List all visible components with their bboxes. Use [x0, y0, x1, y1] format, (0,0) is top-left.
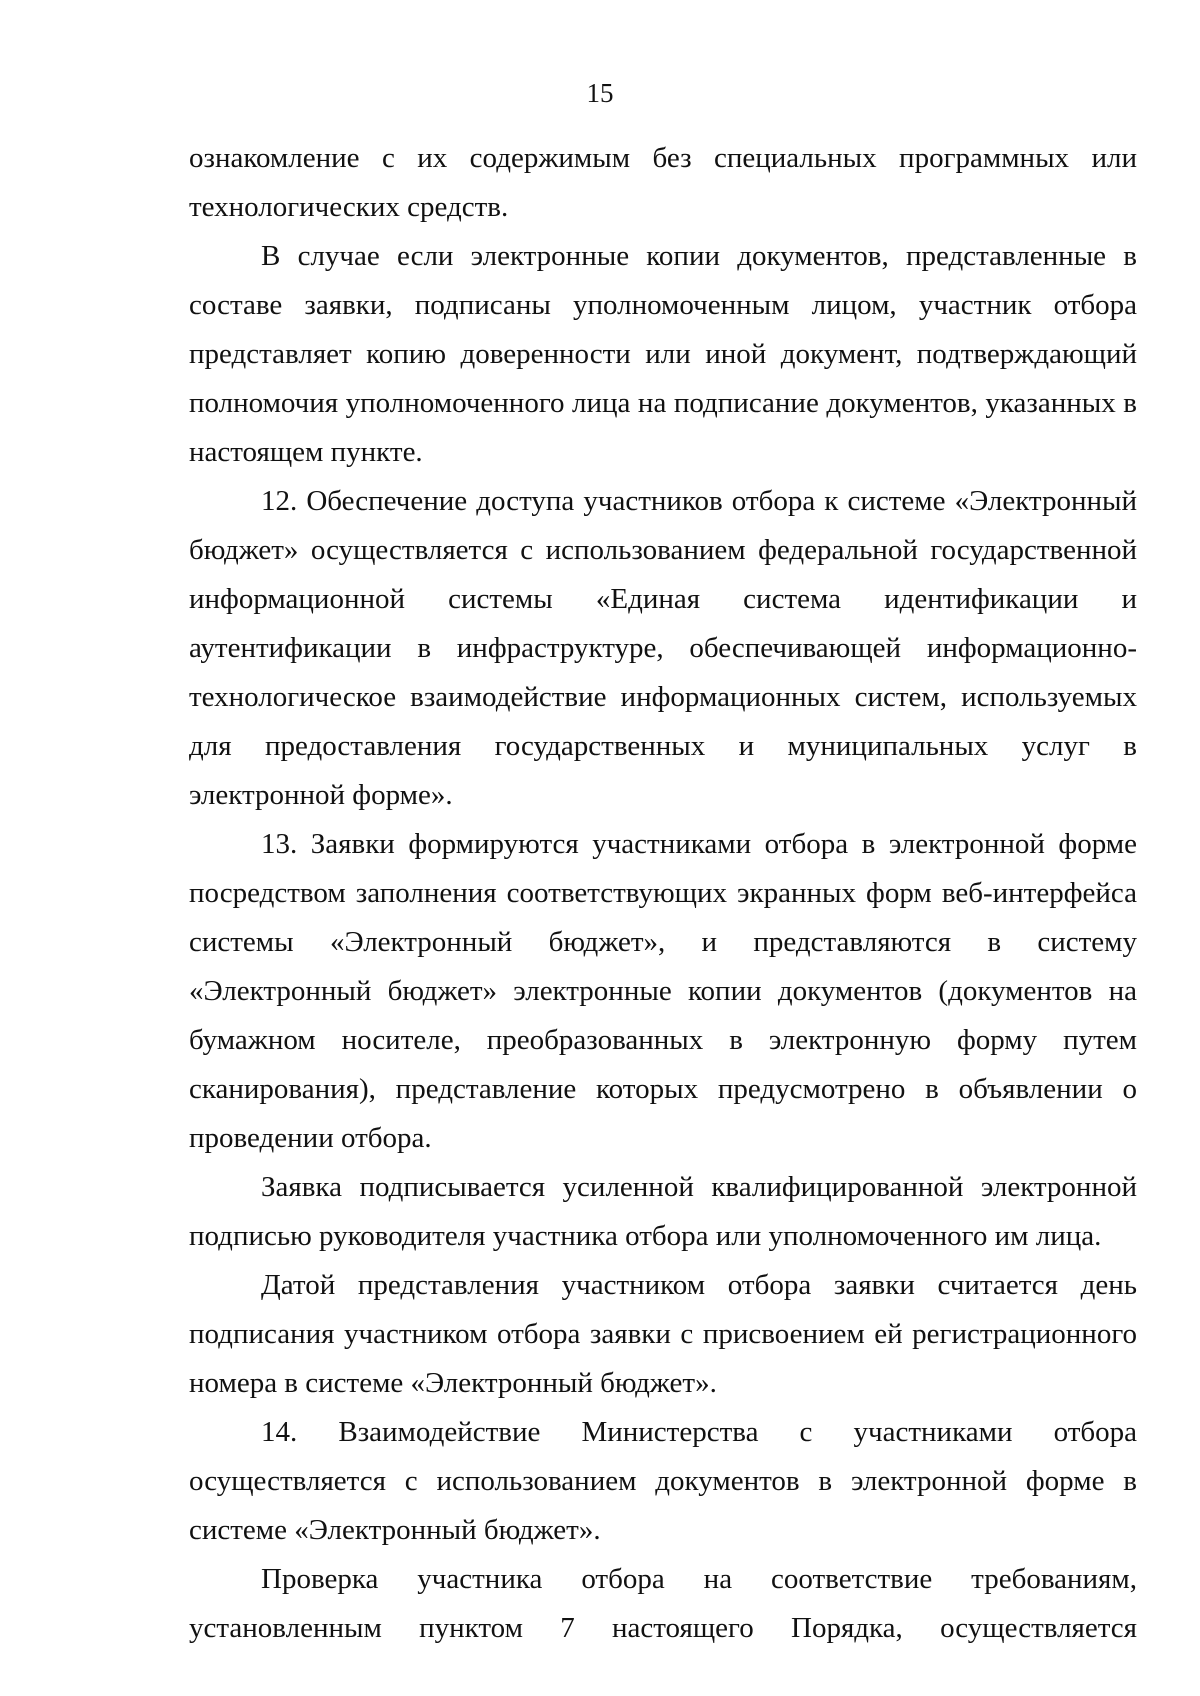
paragraph-verification: Проверка участника отбора на соответствие требованиям, установленным пунктом 7 настоящего Порядка, осуществляется [189, 1563, 1137, 1644]
document-body [189, 134, 1137, 1653]
paragraph-authorized-person: В случае если электронные копии документов, представленные в составе заявки, подписаны уполномоченным лицом, участник отбора представляет копию доверенности или иной документ, подтверждающий полномочия уполномоченного лица на подписание документов, указанных в настоящем пункте. [189, 240, 1137, 468]
paragraph-14-interaction: 14. Взаимодействие Министерства с участниками отбора осуществляется с использованием документов в электронной форме в системе «Электронный бюджет». [189, 1416, 1137, 1546]
page-number: 15 [586, 78, 614, 108]
paragraph-continuation: ознакомление с их содержимым без специальных программных или технологических средств. [189, 142, 1137, 223]
paragraph-13-applications: 13. Заявки формируются участниками отбора в электронной форме посредством заполнения соответствующих экранных форм веб-интерфейса системы «Электронный бюджет», и представляются в систему «Электронный бюджет» электронные копии документов (документов на бумажном носителе, преобразованных в электронную форму путем сканирования), представление которых предусмотрено в объявлении о проведении отбора. [189, 828, 1137, 1154]
paragraph-12-access: 12. Обеспечение доступа участников отбора к системе «Электронный бюджет» осуществляется с использованием федеральной государственной информационной системы «Единая система идентификации и аутентификации в инфраструктуре, обеспечивающей информационно-технологическое взаимодействие информационных систем, используемых для предоставления государственных и муниципальных услуг в электронной форме». [189, 485, 1137, 811]
paragraph-submission-date: Датой представления участником отбора заявки считается день подписания участником отбора заявки с присвоением ей регистрационного номера в системе «Электронный бюджет». [189, 1269, 1137, 1399]
paragraph-signature: Заявка подписывается усиленной квалифицированной электронной подписью руководителя участника отбора или уполномоченного им лица. [189, 1171, 1137, 1252]
